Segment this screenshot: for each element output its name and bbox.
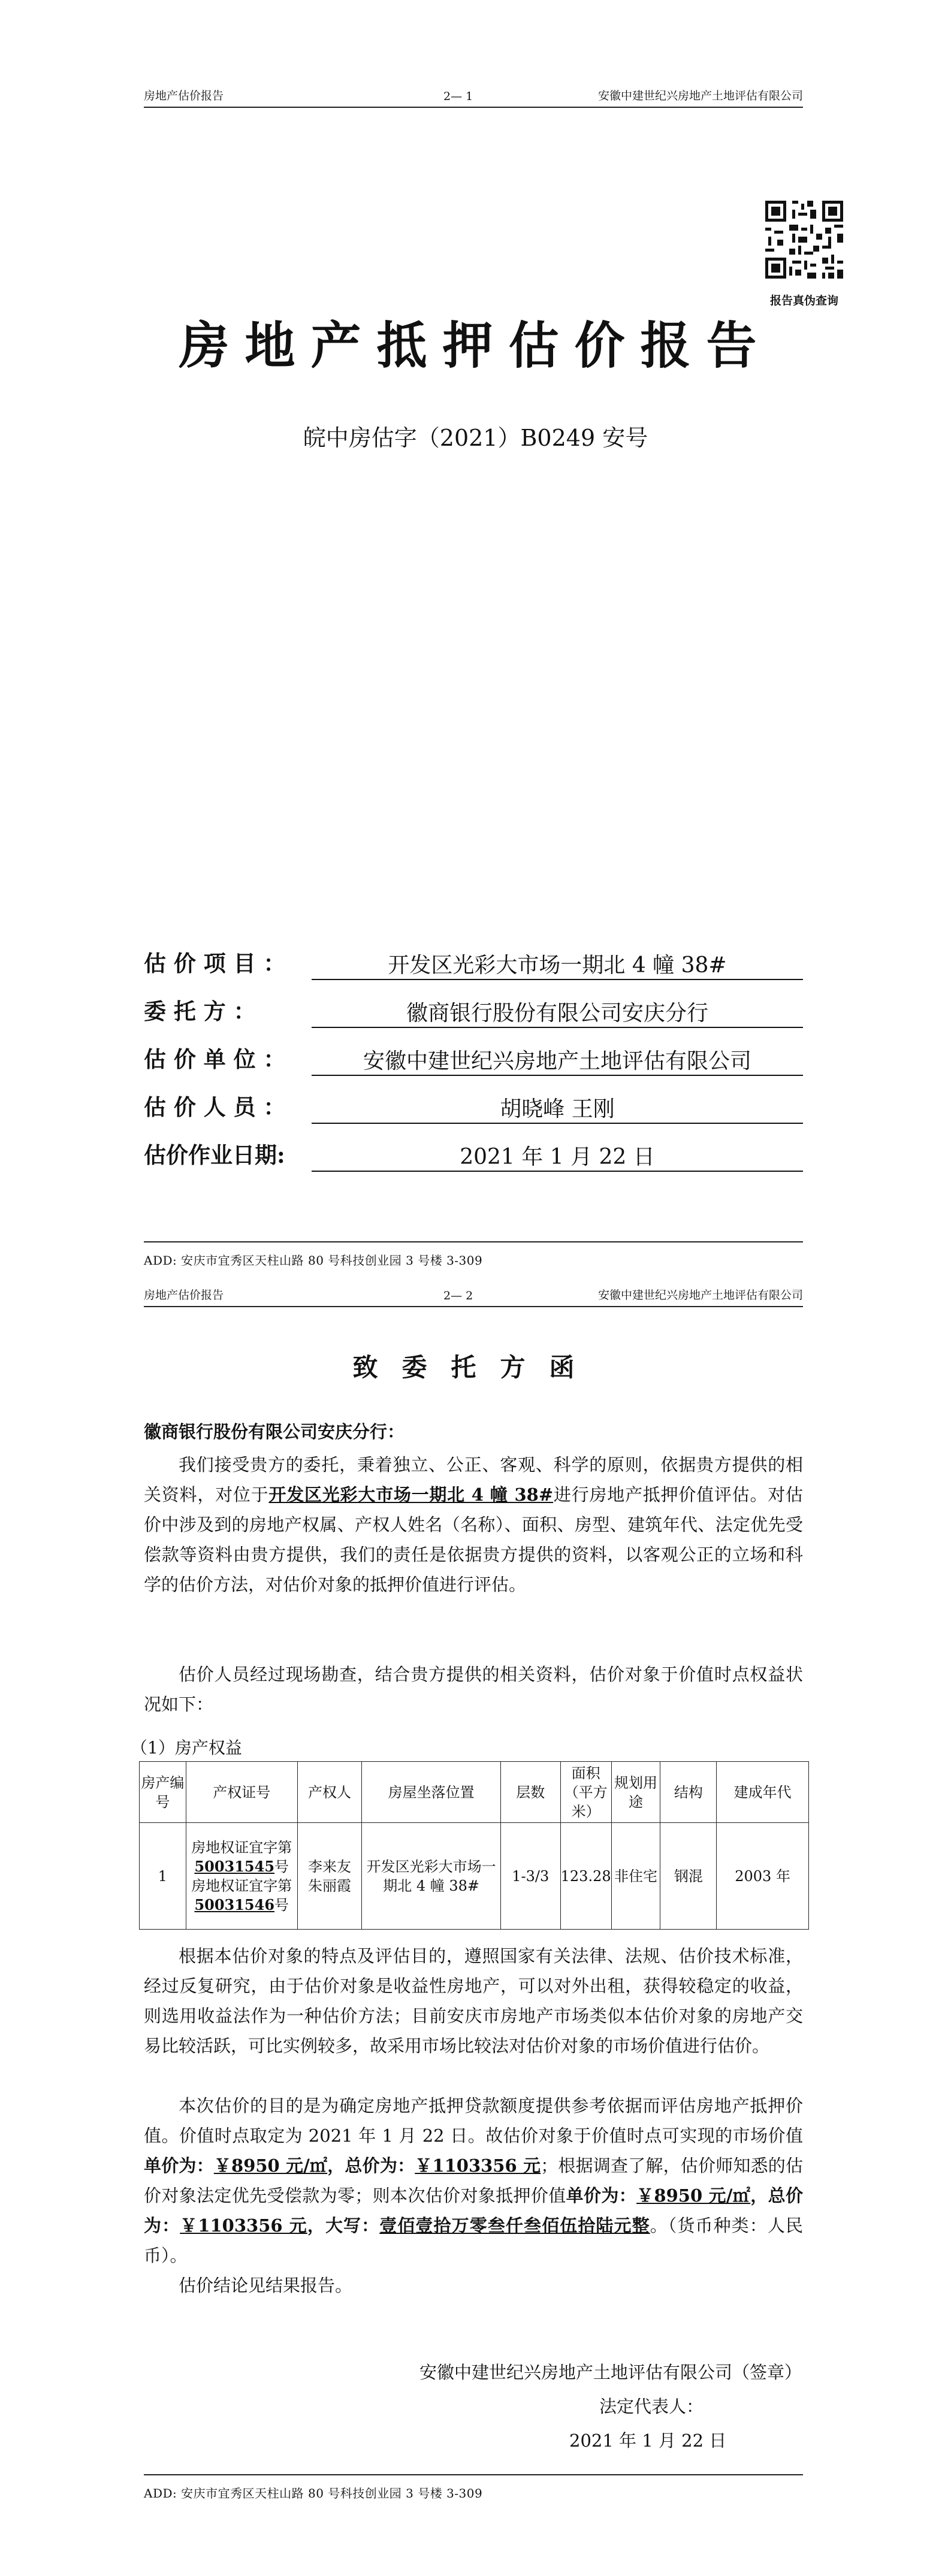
letter-salutation: 徽商银行股份有限公司安庆分行： xyxy=(144,1422,405,1442)
paragraph-entrustment: 我们接受贵方的委托，秉着独立、公正、客观、科学的原则，依据贵方提供的相关资料，对位于开发区光彩大市场一期北 4 幢 38#进行房地产抵押价值评估。对估价中涉及到的房地产权属、产权人姓名（名称）、面积、房型、建筑年代、法定优先受偿款等资料由贵方提供，我们的责任是依据贵方提供的资料，以客观公正的立场和科学的估价方法，对估价对象的抵押价值进行评估。 xyxy=(144,1455,803,1595)
th-floor: 层数 xyxy=(500,1762,560,1823)
market-total-price: ￥1103356 元 xyxy=(415,2155,541,2176)
th-year: 建成年代 xyxy=(717,1762,809,1823)
page2-header xyxy=(144,1289,803,1307)
paragraph-conclusion: 本次估价的目的是为确定房地产抵押贷款额度提供参考依据而评估房地产抵押价值。价值时点取定为 2021 年 1 月 22 日。故估价对象于价值时点可实现的市场价值单价为：￥8950 元/㎡，总价为：￥1103356 元；根据调查了解，估价师知悉的估价对象法定优先受偿款为零；则本次估价对象抵押价值单价为：￥8950 元/㎡，总价为：￥1103356 元，大写：壹佰壹拾万零叁仟叁佰伍拾陆元整。（货币种类：人民币）。 xyxy=(144,2096,803,2266)
mortgage-total-price: ￥1103356 元 xyxy=(180,2215,307,2236)
info-project-value: 开发区光彩大市场一期北 4 幢 38# xyxy=(312,953,803,980)
td-year: 2003 年 xyxy=(717,1823,809,1930)
info-date-label: 估价作业日期: xyxy=(144,1142,285,1168)
qr-code-icon[interactable] xyxy=(762,198,846,282)
page1-footer-address: ADD: 安庆市宜秀区天柱山路 80 号科技创业园 3 号楼 3-309 xyxy=(144,1241,803,1268)
paragraph-survey: 估价人员经过现场勘查，结合贵方提供的相关资料，估价对象于价值时点权益状况如下： xyxy=(144,1664,803,1715)
page2-footer-address: ADD: 安庆市宜秀区天柱山路 80 号科技创业园 3 号楼 3-309 xyxy=(144,2474,803,2501)
qr-verify-caption: 报告真伪查询 xyxy=(769,294,838,307)
mortgage-unit-price: ￥8950 元/㎡ xyxy=(636,2185,751,2206)
table-header-row xyxy=(140,1762,809,1823)
info-client-value: 徽商银行股份有限公司安庆分行 xyxy=(312,1000,803,1028)
th-no: 房产编号 xyxy=(140,1762,186,1823)
td-structure: 钢混 xyxy=(660,1823,717,1930)
report-number: 皖中房估字（2021）B0249 安号 xyxy=(303,425,648,451)
header-report-type: 房地产估价报告 xyxy=(144,89,224,102)
info-unit-value: 安徽中建世纪兴房地产土地评估有限公司 xyxy=(312,1048,803,1076)
td-no: 1 xyxy=(140,1823,186,1930)
table-title: （1）房产权益 xyxy=(131,1738,242,1758)
th-use: 规划用途 xyxy=(611,1762,660,1823)
paragraph-method: 根据本估价对象的特点及评估目的，遵照国家有关法律、法规、估价技术标准，经过反复研究，由于估价对象是收益性房地产，可以对外出租，获得较稳定的收益，则选用收益法作为一种估价方法；目前安庆市房地产市场类似本估价对象的房地产交易比较活跃，可比实例较多，故采用市场比较法对估价对象的市场价值进行估价。 xyxy=(144,1946,803,2056)
info-unit-label: 估 价 单 位 ： xyxy=(144,1046,286,1072)
signature-legal-rep: 法定代表人： xyxy=(599,2396,704,2417)
td-cert: 房地权证宜字第50031545号 房地权证宜字第50031546号 xyxy=(186,1823,297,1930)
header-company: 安徽中建世纪兴房地产土地评估有限公司 xyxy=(597,1289,803,1302)
signature-date: 2021 年 1 月 22 日 xyxy=(569,2430,727,2451)
info-staff-value: 胡晓峰 王刚 xyxy=(312,1096,803,1124)
td-location: 开发区光彩大市场一期北 4 幢 38# xyxy=(362,1823,500,1930)
th-area: 面积（平方米） xyxy=(560,1762,611,1823)
header-company: 安徽中建世纪兴房地产土地评估有限公司 xyxy=(597,89,803,102)
th-location: 房屋坐落位置 xyxy=(362,1762,500,1823)
info-project-label: 估 价 项 目 ： xyxy=(144,950,286,976)
amount-in-words: 壹佰壹拾万零叁仟叁佰伍拾陆元整 xyxy=(379,2215,650,2236)
property-location: 开发区光彩大市场一期北 4 幢 38# xyxy=(268,1484,554,1505)
td-floor: 1-3/3 xyxy=(500,1823,560,1930)
property-rights-table xyxy=(139,1761,809,1930)
info-staff-label: 估 价 人 员 ： xyxy=(144,1094,286,1120)
page1-header xyxy=(144,90,803,108)
th-owner: 产权人 xyxy=(297,1762,362,1823)
table-row xyxy=(140,1823,809,1930)
info-date-value: 2021 年 1 月 22 日 xyxy=(312,1144,803,1172)
market-unit-price: ￥8950 元/㎡ xyxy=(213,2155,328,2176)
paragraph-see-report: 估价结论见结果报告。 xyxy=(179,2275,353,2296)
th-cert: 产权证号 xyxy=(186,1762,297,1823)
info-client-label: 委 托 方 ： xyxy=(144,998,256,1024)
th-structure: 结构 xyxy=(660,1762,717,1823)
td-use: 非住宅 xyxy=(611,1823,660,1930)
header-page-number: 2— 2 xyxy=(443,1289,473,1302)
signature-company: 安徽中建世纪兴房地产土地评估有限公司（签章） xyxy=(419,2362,802,2383)
header-report-type: 房地产估价报告 xyxy=(144,1289,224,1302)
report-title: 房地产抵押估价报告 xyxy=(179,316,772,375)
td-area: 123.28 xyxy=(560,1823,611,1930)
letter-title: 致委托方函 xyxy=(352,1353,599,1382)
td-owner: 李来友 朱丽霞 xyxy=(297,1823,362,1930)
header-page-number: 2— 1 xyxy=(443,90,473,103)
